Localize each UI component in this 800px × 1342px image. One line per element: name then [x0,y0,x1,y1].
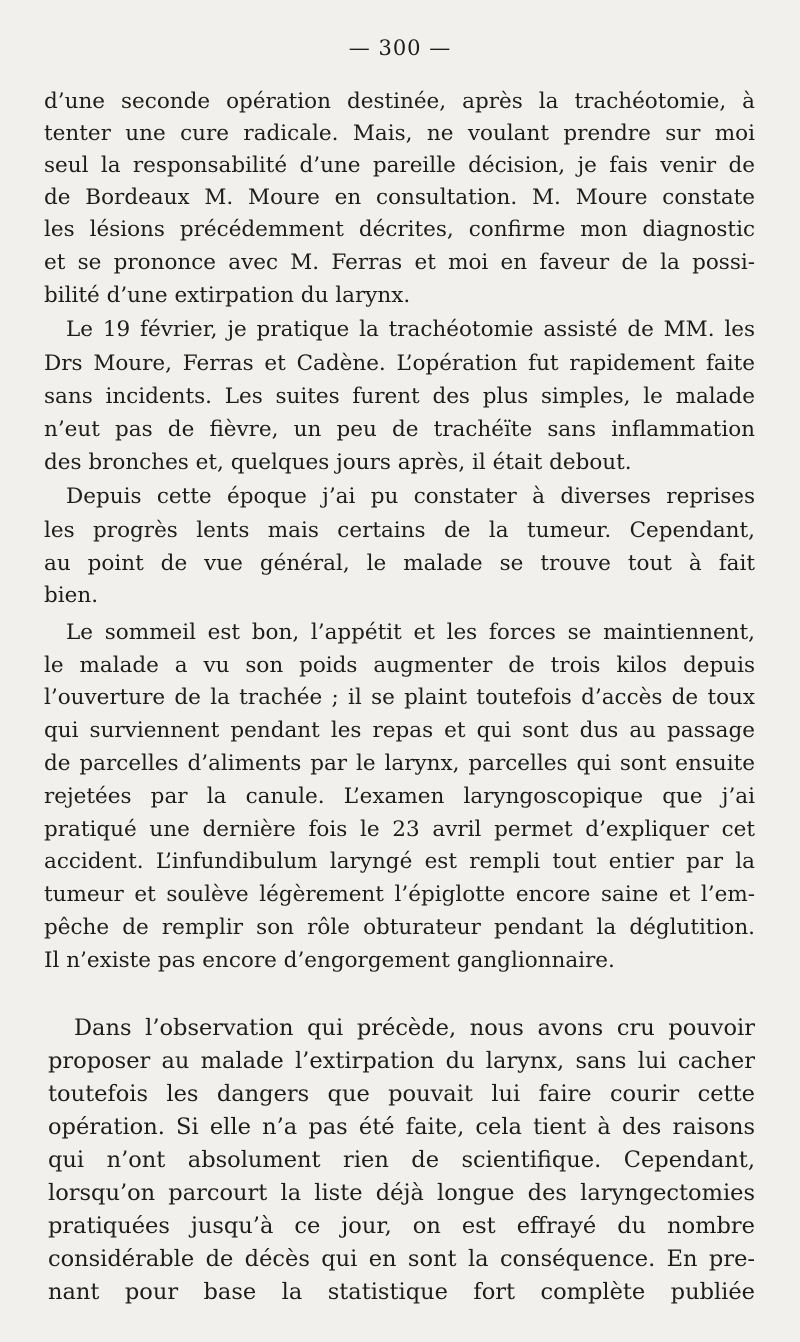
text-line: toutefois les dangers que pouvait lui faire courir cette [48,1081,755,1107]
text-line: qui surviennent pendant les repas et qui sont dus au passage [44,718,755,743]
text-line: et se prononce avec M. Ferras et moi en faveur de la possi- [44,250,755,275]
text-line: de Bordeaux M. Moure en consultation. M. Moure constate [44,185,755,210]
text-line: au point de vue général, le malade se trouve tout à fait [44,551,755,576]
text-line: pêche de remplir son rôle obturateur pendant la déglutition. [44,915,755,940]
text-line: proposer au malade l’extirpation du larynx, sans lui cacher [48,1048,755,1074]
text-line: seul la responsabilité d’une pareille décision, je fais venir de [44,153,755,178]
text-line: rejetées par la canule. L’examen laryngoscopique que j’ai [44,784,755,809]
text-line: l’ouverture de la trachée ; il se plaint toutefois d’accès de toux [44,685,755,710]
text-line: bien. [44,583,99,608]
text-line: de parcelles d’aliments par le larynx, parcelles qui sont ensuite [44,751,755,776]
text-line: lorsqu’on parcourt la liste déjà longue des laryngectomies [48,1180,755,1206]
text-line: Il n’existe pas encore d’engorgement ganglionnaire. [44,948,615,973]
text-line: Drs Moure, Ferras et Cadène. L’opération fut rapidement faite [44,351,755,376]
text-line: accident. L’infundibulum laryngé est rempli tout entier par la [44,849,755,874]
text-line: Le 19 février, je pratique la trachéotomie assisté de MM. les [66,317,755,342]
text-line: les progrès lents mais certains de la tumeur. Cependant, [44,518,755,543]
text-line: Dans l’observation qui précède, nous avons cru pouvoir [74,1015,755,1041]
text-line: opération. Si elle n’a pas été faite, cela tient à des raisons [48,1114,755,1140]
text-line: des bronches et, quelques jours après, il était debout. [44,450,632,475]
page-number: — 300 — [348,36,452,60]
text-line: nant pour base la statistique fort complète publiée [48,1279,755,1305]
text-line: Depuis cette époque j’ai pu constater à diverses reprises [66,484,755,509]
text-line: d’une seconde opération destinée, après la trachéotomie, à [44,89,755,114]
text-line: les lésions précédemment décrites, confirme mon diagnostic [44,217,755,242]
text-line: considérable de décès qui en sont la conséquence. En pre- [48,1246,755,1272]
text-line: le malade a vu son poids augmenter de trois kilos depuis [44,653,755,678]
text-line: sans incidents. Les suites furent des plus simples, le malade [44,384,755,409]
text-line: bilité d’une extirpation du larynx. [44,283,411,308]
text-line: pratiquées jusqu’à ce jour, on est effrayé du nombre [48,1213,755,1239]
text-line: tumeur et soulève légèrement l’épiglotte encore saine et l’em- [44,882,755,907]
text-line: tenter une cure radicale. Mais, ne voulant prendre sur moi [44,121,755,146]
text-line: Le sommeil est bon, l’appétit et les forces se maintiennent, [66,620,755,645]
text-line: pratiqué une dernière fois le 23 avril permet d’expliquer cet [44,817,755,842]
text-line: qui n’ont absolument rien de scientifique. Cependant, [48,1147,755,1173]
text-line: n’eut pas de fièvre, un peu de trachéïte sans inflammation [44,417,755,442]
